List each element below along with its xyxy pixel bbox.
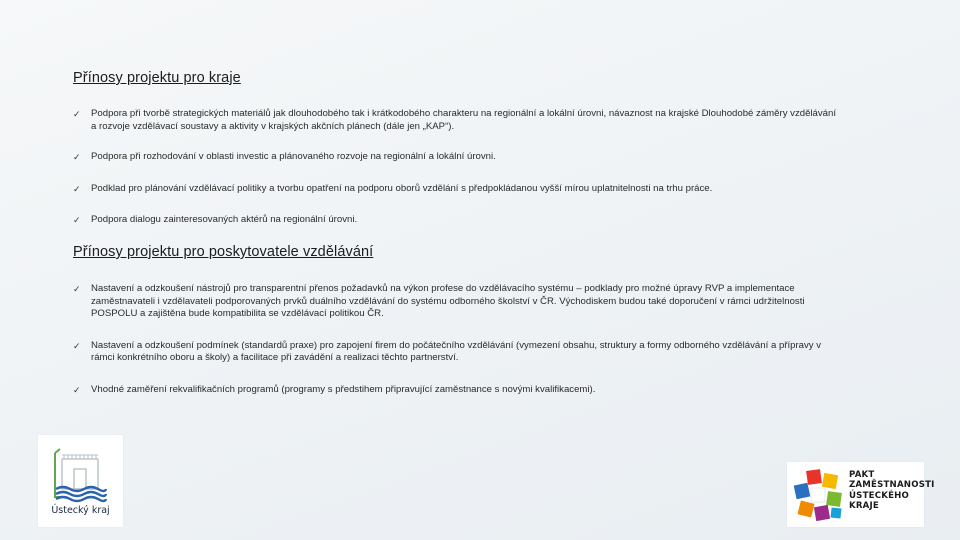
list-item-text: Podpora dialogu zainteresovaných aktérů na regionální úrovni. [91,214,358,226]
list-poskytovatele [73,283,843,397]
pakt-line: KRAJE [849,501,879,512]
section-heading-poskytovatele: Přínosy projektu pro poskytovatele vzdělávání [73,244,374,260]
region-emblem-icon [52,445,108,503]
section-heading-kraje: Přínosy projektu pro kraje [73,70,241,86]
check-icon: ✓ [73,340,81,351]
list-item-text: Podklad pro plánování vzdělávací politiky a tvorbu opatření na podporu oborů vzdělání s předpokládanou vyšší mírou uplatnitelnosti na trhu práce. [91,182,713,194]
check-icon: ✓ [73,284,81,294]
check-icon: ✓ [73,152,81,163]
list-item [73,283,843,321]
list-item-text: Podpora při rozhodování v oblasti investic a plánovaného rozvoje na regionální a lokální úrovni. [91,151,496,163]
list-item-text: Vhodné zaměření rekvalifikačních programů (programy s předstihem připravující zaměstnance s novými kvalifikacemi). [91,383,596,395]
list-item [73,108,843,133]
list-item [73,340,843,365]
pakt-line: ZAMĚSTNANOSTI [849,480,935,491]
list-item-text: Nastavení a odzkoušení podmínek (standardů praxe) pro zapojení firem do počátečního vzdělávání (vymezení obsahu, struktury a formy odborného vzdělávání a přípravy v rámci konkrétního oboru a školy) a facilitace při zavádění a realizaci těchto partnerství. [91,339,822,364]
logo-caption: Ústecký kraj [51,505,110,516]
pakt-emblem-icon [793,468,845,522]
pakt-line: ÚSTECKÉHO [849,490,910,501]
pakt-text [849,470,935,512]
check-icon: ✓ [73,183,81,194]
pakt-line: PAKT [849,470,875,480]
list-item [73,384,843,397]
check-icon: ✓ [73,384,81,395]
list-item [73,214,843,227]
list-item [73,183,843,196]
list-item [73,151,843,164]
list-item-text: Podpora při tvorbě strategických materiálů jak dlouhodobého tak i krátkodobého charakteru na regionální a lokální úrovni, návaznost na krajské Dlouhodobé záměry vzdělávání a rozvoje vzdělávací soustavy a aktivity v krajských akčních plánech (dále jen „KAP“). [91,108,837,132]
list-kraje [73,108,843,227]
list-item-text: Nastavení a odzkoušení nástrojů pro transparentní přenos požadavků na výkon profese do vzdělávacího systému – podklady pro možné úpravy RVP a implementace zaměstnavateli i vzdělavateli podporovaných prvků duálního vzdělávání do systému odborného školství v ČR. Východiskem budou také doporučení v rámci udržitelnosti POSPOLU a zajištěna bude kompatibilita se vzdělávací politikou ČR. [91,283,805,320]
check-icon: ✓ [73,109,81,119]
check-icon: ✓ [73,215,81,226]
pakt-zamestnanosti-logo [787,462,935,527]
ustecky-kraj-logo [38,435,123,527]
